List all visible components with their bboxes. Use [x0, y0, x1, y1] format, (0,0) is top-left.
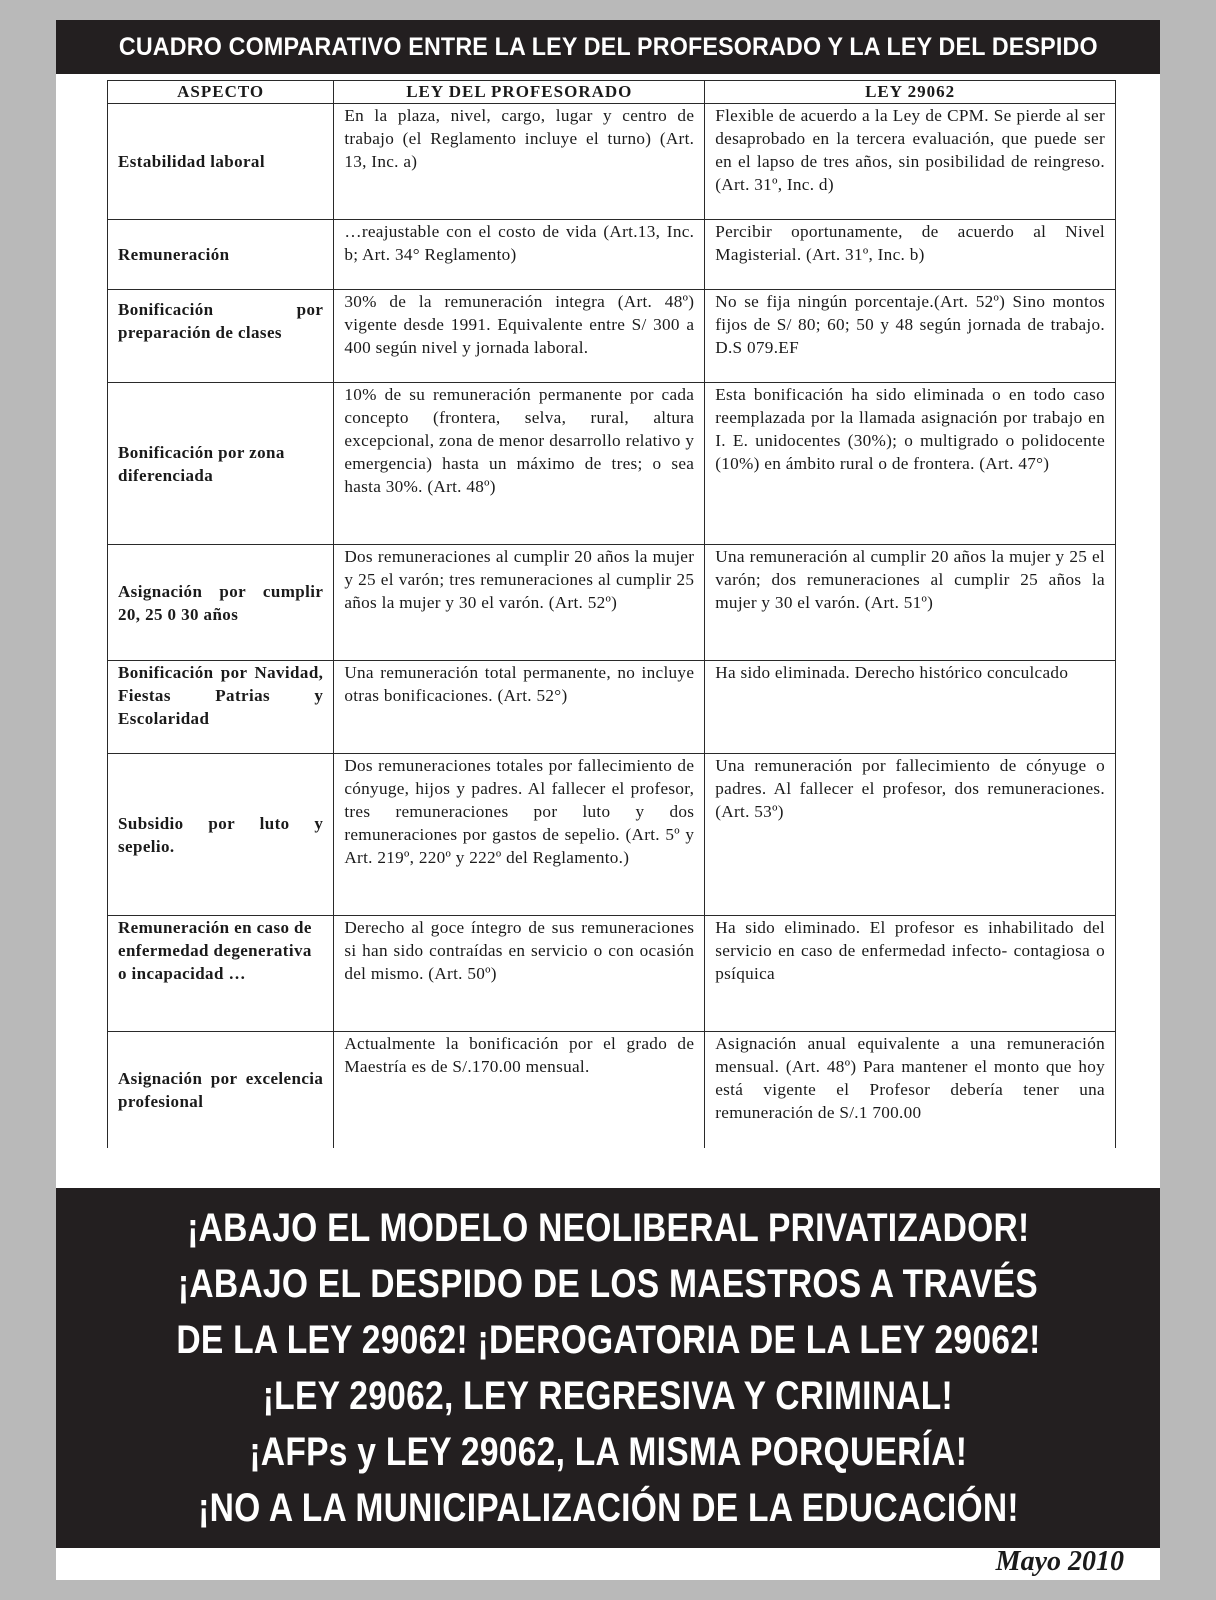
profesorado-text: Derecho al goce íntegro de sus remuneraciones si han sido contraídas en servicio o con ocasión del mismo. (Art. 50º) [344, 918, 695, 983]
profesorado-text: En la plaza, nivel, cargo, lugar y centro de trabajo (el Reglamento incluye el turno) (Art. 13, Inc. a) [344, 106, 695, 171]
ley29062-text: Una remuneración al cumplir 20 años la mujer y 25 el varón; dos remuneraciones al cumplir 25 años la mujer y 30 el varón. (Art. 51º) [715, 547, 1105, 612]
aspect-cell: Bonificación por preparación de clases [108, 290, 334, 383]
column-header-profesorado: LEY DEL PROFESORADO [334, 81, 705, 104]
profesorado-cell [334, 290, 705, 383]
ley29062-cell [705, 661, 1116, 754]
table-row [108, 220, 1116, 290]
slogan-banner [56, 1188, 1160, 1548]
profesorado-cell [334, 545, 705, 661]
table-row [108, 661, 1116, 754]
slogan-line: ¡AFPs y LEY 29062, LA MISMA PORQUERÍA! [249, 1430, 967, 1474]
column-header-ley29062: LEY 29062 [705, 81, 1116, 104]
ley29062-cell [705, 916, 1116, 1032]
ley29062-cell [705, 545, 1116, 661]
slogan-line: ¡ABAJO EL MODELO NEOLIBERAL PRIVATIZADOR! [186, 1206, 1030, 1250]
slogan-line: ¡ABAJO EL DESPIDO DE LOS MAESTROS A TRAVÉS [177, 1262, 1039, 1306]
ley29062-cell [705, 754, 1116, 916]
profesorado-cell [334, 661, 705, 754]
ley29062-cell [705, 220, 1116, 290]
profesorado-text: 10% de su remuneración permanente por cada concepto (frontera, selva, rural, altura excepcional, zona de menor desarrollo relativo y emergencia) hasta un máximo de tres; o sea hasta 30%. (Art. 48º) [344, 385, 695, 496]
ley29062-text: Una remuneración por fallecimiento de cónyuge o padres. Al fallecer el profesor, dos remuneraciones. (Art. 53º) [715, 756, 1105, 821]
table-row [108, 383, 1116, 545]
aspect-cell: Asignación por cumplir 20, 25 0 30 años [108, 545, 334, 661]
profesorado-cell [334, 104, 705, 220]
profesorado-text: Dos remuneraciones totales por fallecimiento de cónyuge, hijos y padres. Al fallecer el profesor, tres remuneraciones por luto y dos remuneraciones por gastos de sepelio. (Art. 5º y Art. 219º, 220º y 222º del Reglamento.) [344, 756, 695, 867]
slogan-line: ¡NO A LA MUNICIPALIZACIÓN DE LA EDUCACIÓN! [197, 1486, 1019, 1530]
ley29062-cell [705, 104, 1116, 220]
profesorado-text: Actualmente la bonificación por el grado de Maestría es de S/.170.00 mensual. [344, 1034, 695, 1076]
ley29062-text: No se fija ningún porcentaje.(Art. 52º) Sino montos fijos de S/ 80; 60; 50 y 48 según jornada de trabajo. D.S 079.EF [715, 292, 1105, 357]
aspect-cell: Estabilidad laboral [108, 104, 334, 220]
profesorado-text: …reajustable con el costo de vida (Art.13, Inc. b; Art. 34° Reglamento) [344, 222, 695, 264]
publication-date: Mayo 2010 [995, 1546, 1124, 1577]
table-row [108, 1032, 1116, 1148]
profesorado-cell [334, 383, 705, 545]
slogan-line: ¡LEY 29062, LEY REGRESIVA Y CRIMINAL! [262, 1374, 954, 1418]
table-row [108, 916, 1116, 1032]
aspect-cell [108, 916, 334, 1032]
aspect-cell: Remuneración [108, 220, 334, 290]
aspect-cell: Subsidio por luto y sepelio. [108, 754, 334, 916]
table-row [108, 545, 1116, 661]
profesorado-cell [334, 916, 705, 1032]
table-row [108, 290, 1116, 383]
ley29062-cell [705, 290, 1116, 383]
aspect-cell: Bonificación por zona diferenciada [108, 383, 334, 545]
comparison-table [107, 80, 1116, 1148]
profesorado-cell [334, 220, 705, 290]
column-header-aspect: ASPECTO [108, 81, 334, 104]
slogan-line: DE LA LEY 29062! ¡DEROGATORIA DE LA LEY 29062! [175, 1318, 1041, 1362]
profesorado-text: Una remuneración total permanente, no incluye otras bonificaciones. (Art. 52°) [344, 663, 695, 705]
ley29062-text: Esta bonificación ha sido eliminada o en todo caso reemplazada por la llamada asignación por trabajo en I. E. unidocentes (30%); o multigrado o polidocente (10%) en ámbito rural o de frontera. (Art. 47°) [715, 385, 1105, 473]
profesorado-cell [334, 754, 705, 916]
profesorado-text: Dos remuneraciones al cumplir 20 años la mujer y 25 el varón; tres remuneraciones al cumplir 25 años la mujer y 30 el varón. (Art. 52º) [344, 547, 695, 612]
aspect-cell: Asignación por excelencia profesional [108, 1032, 334, 1148]
ley29062-cell [705, 383, 1116, 545]
ley29062-cell [705, 1032, 1116, 1148]
profesorado-text: 30% de la remuneración integra (Art. 48º) vigente desde 1991. Equivalente entre S/ 300 a 400 según nivel y jornada laboral. [344, 292, 695, 357]
ley29062-text: Ha sido eliminado. El profesor es inhabilitado del servicio en caso de enfermedad infecto- contagiosa o psíquica [715, 918, 1105, 983]
table-row [108, 104, 1116, 220]
aspect-cell: Bonificación por Navidad, Fiestas Patrias y Escolaridad [108, 661, 334, 754]
title-banner [56, 20, 1160, 74]
table-row [108, 754, 1116, 916]
profesorado-cell [334, 1032, 705, 1148]
document-page [56, 20, 1160, 1580]
ley29062-text: Ha sido eliminada. Derecho histórico conculcado [715, 663, 1069, 682]
ley29062-text: Percibir oportunamente, de acuerdo al Nivel Magisterial. (Art. 31º, Inc. b) [715, 222, 1105, 264]
page-title: CUADRO COMPARATIVO ENTRE LA LEY DEL PROFESORADO Y LA LEY DEL DESPIDO [118, 32, 1098, 61]
aspect-text: Remuneración en caso de enfermedad degenerativa o incapacidad … [118, 918, 312, 983]
ley29062-text: Asignación anual equivalente a una remuneración mensual. (Art. 48º) Para mantener el monto que hoy está vigente el Profesor debería tener una remuneración de S/.1 700.00 [715, 1034, 1105, 1122]
table-header-row [108, 81, 1116, 104]
ley29062-text: Flexible de acuerdo a la Ley de CPM. Se pierde al ser desaprobado en la tercera evaluación, que puede ser en el lapso de tres años, sin posibilidad de reingreso. (Art. 31º, Inc. d) [715, 106, 1105, 194]
